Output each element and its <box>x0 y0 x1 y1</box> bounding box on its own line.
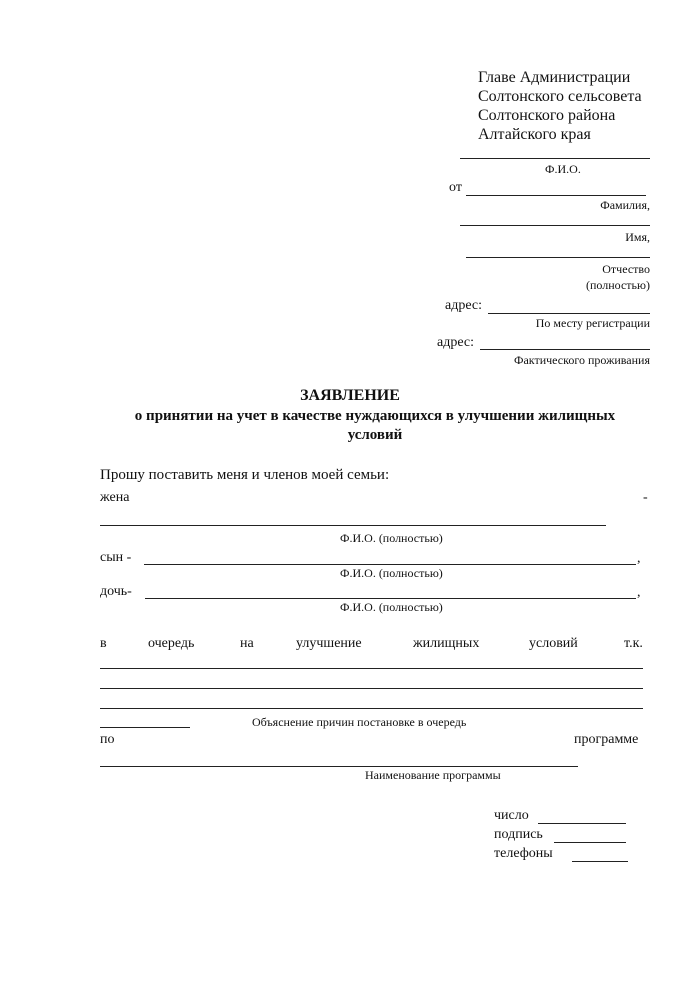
daughter-fio-line[interactable] <box>145 598 636 599</box>
program-line[interactable] <box>100 766 578 767</box>
daughter-fio-caption: Ф.И.О. (полностью) <box>340 600 443 614</box>
registration-address-line[interactable] <box>488 313 650 314</box>
surname-line[interactable] <box>466 195 646 196</box>
queue-word-4: улучшение <box>296 636 362 651</box>
request-text: Прошу поставить меня и членов моей семьи: <box>100 467 390 483</box>
date-line[interactable] <box>538 823 626 824</box>
phones-label: телефоны <box>494 846 553 861</box>
fio-caption: Ф.И.О. <box>545 162 581 176</box>
son-fio-line[interactable] <box>144 564 636 565</box>
program-label: программе <box>574 732 639 747</box>
reason-line-4[interactable] <box>100 727 190 728</box>
daughter-comma: , <box>637 585 641 600</box>
reason-line-1[interactable] <box>100 668 643 669</box>
residence-caption: Фактического проживания <box>513 353 650 367</box>
address-label-2: адрес: <box>437 335 475 350</box>
surname-caption: Фамилия, <box>600 198 650 212</box>
residence-address-line[interactable] <box>480 349 650 350</box>
recipient-line-4: Алтайского края <box>478 126 591 143</box>
son-comma: , <box>637 551 641 566</box>
wife-label: жена <box>100 490 130 505</box>
son-label: сын - <box>100 550 132 565</box>
signature-line[interactable] <box>554 842 626 843</box>
queue-word-5: жилищных <box>413 636 480 651</box>
signature-label: подпись <box>494 827 543 842</box>
recipient-line-2: Солтонского сельсовета <box>478 88 642 105</box>
reason-line-3[interactable] <box>100 708 643 709</box>
patronymic-line[interactable] <box>466 257 650 258</box>
queue-word-3: на <box>240 636 254 651</box>
queue-word-7: т.к. <box>624 636 643 651</box>
daughter-label: дочь- <box>100 584 132 599</box>
document-subtitle-line-2: условий <box>347 427 403 443</box>
name-caption: Имя, <box>625 230 650 244</box>
reason-caption: Объяснение причин постановке в очередь <box>252 715 467 729</box>
address-label-1: адрес: <box>445 298 483 313</box>
by-label: по <box>100 732 115 747</box>
queue-word-1: в <box>100 636 107 651</box>
wife-fio-caption: Ф.И.О. (полностью) <box>340 531 443 545</box>
phones-line[interactable] <box>572 861 628 862</box>
son-fio-caption: Ф.И.О. (полностью) <box>340 566 443 580</box>
fio-line[interactable] <box>460 158 650 159</box>
program-caption: Наименование программы <box>365 768 501 782</box>
reason-line-2[interactable] <box>100 688 643 689</box>
from-label: от <box>449 180 462 195</box>
patronymic-caption: Отчество <box>602 262 650 276</box>
wife-dash: - <box>643 490 648 505</box>
recipient-line-3: Солтонского района <box>478 107 616 124</box>
queue-word-6: условий <box>529 636 578 651</box>
name-line[interactable] <box>460 225 650 226</box>
wife-fio-line[interactable] <box>100 525 606 526</box>
recipient-line-1: Главе Администрации <box>478 69 631 86</box>
date-label: число <box>494 808 529 823</box>
queue-word-2: очередь <box>148 636 195 651</box>
full-caption: (полностью) <box>586 278 650 292</box>
registration-caption: По месту регистрации <box>535 316 650 330</box>
document-title: ЗАЯВЛЕНИЕ <box>300 387 400 404</box>
document-subtitle-line-1: о принятии на учет в качестве нуждающихся в улучшении жилищных <box>134 408 616 424</box>
